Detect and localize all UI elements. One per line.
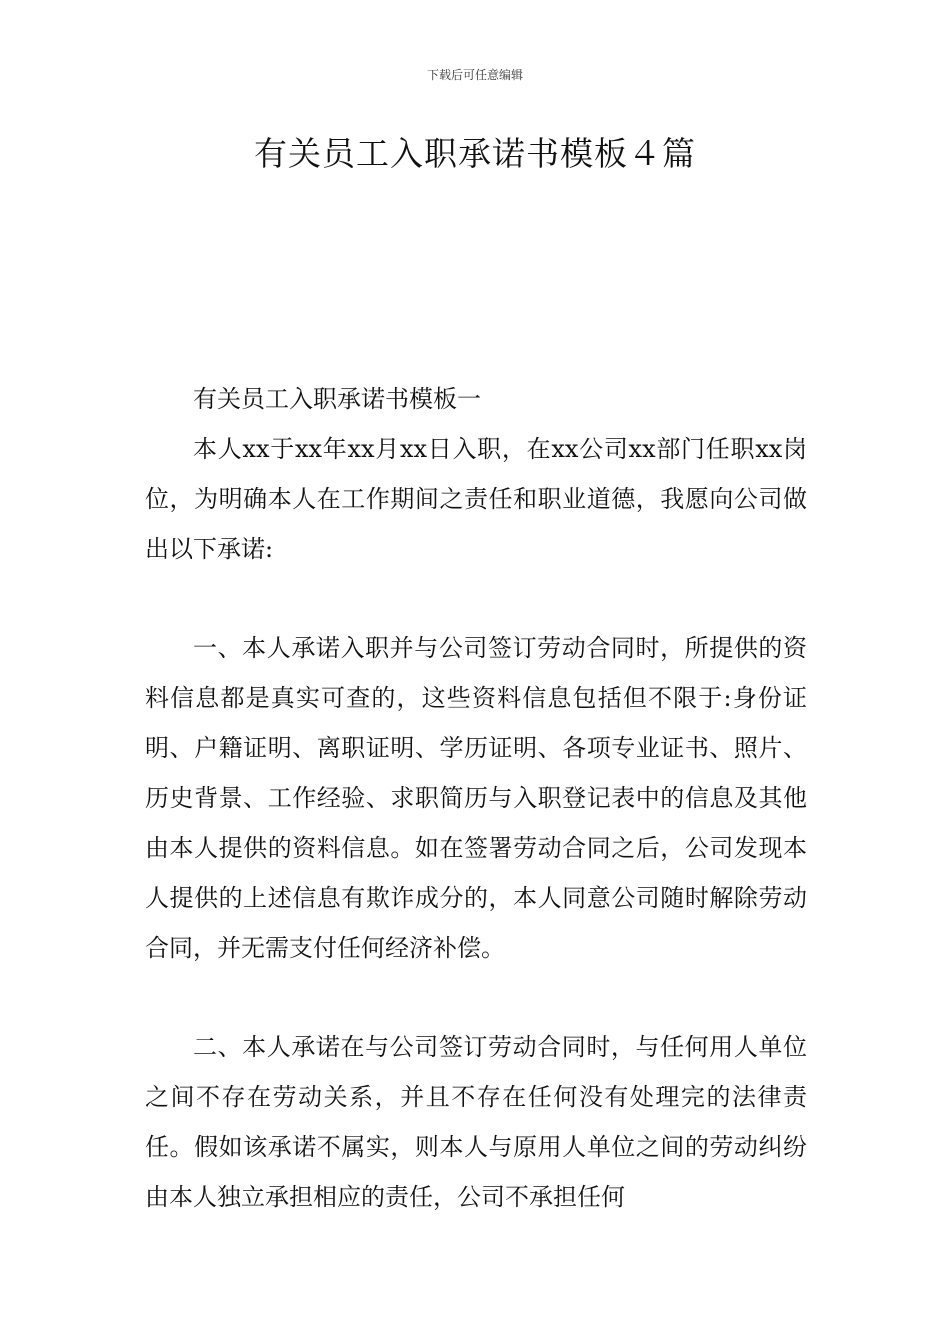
section-subtitle: 有关员工入职承诺书模板一 — [193, 385, 481, 413]
header-note: 下载后可任意编辑 — [426, 68, 523, 82]
document-title: 有关员工入职承诺书模板４篇 — [254, 134, 696, 173]
paragraph-intro: 本人xx于xx年xx月xx日入职，在xx公司xx部门任职xx岗位，为明确本人在工作期间之责任和职业道德，我愿向公司做出以下承诺: — [145, 435, 807, 563]
paragraph-clause-2: 二、本人承诺在与公司签订劳动合同时，与任何用人单位之间不存在劳动关系，并且不存在任何没有处理完的法律责任。假如该承诺不属实，则本人与原用人单位之间的劳动纠纷由本人独立承担相应的责任，公司不承担任何 — [145, 1033, 807, 1211]
paragraph-clause-1: 一、本人承诺入职并与公司签订劳动合同时，所提供的资料信息都是真实可查的，这些资料信息包括但不限于:身份证明、户籍证明、离职证明、学历证明、各项专业证书、照片、历史背景、工作经验、求职简历与入职登记表中的信息及其他由本人提供的资料信息。如在签署劳动合同之后，公司发现本人提供的上述信息有欺诈成分的，本人同意公司随时解除劳动合同，并无需支付任何经济补偿。 — [145, 634, 807, 962]
